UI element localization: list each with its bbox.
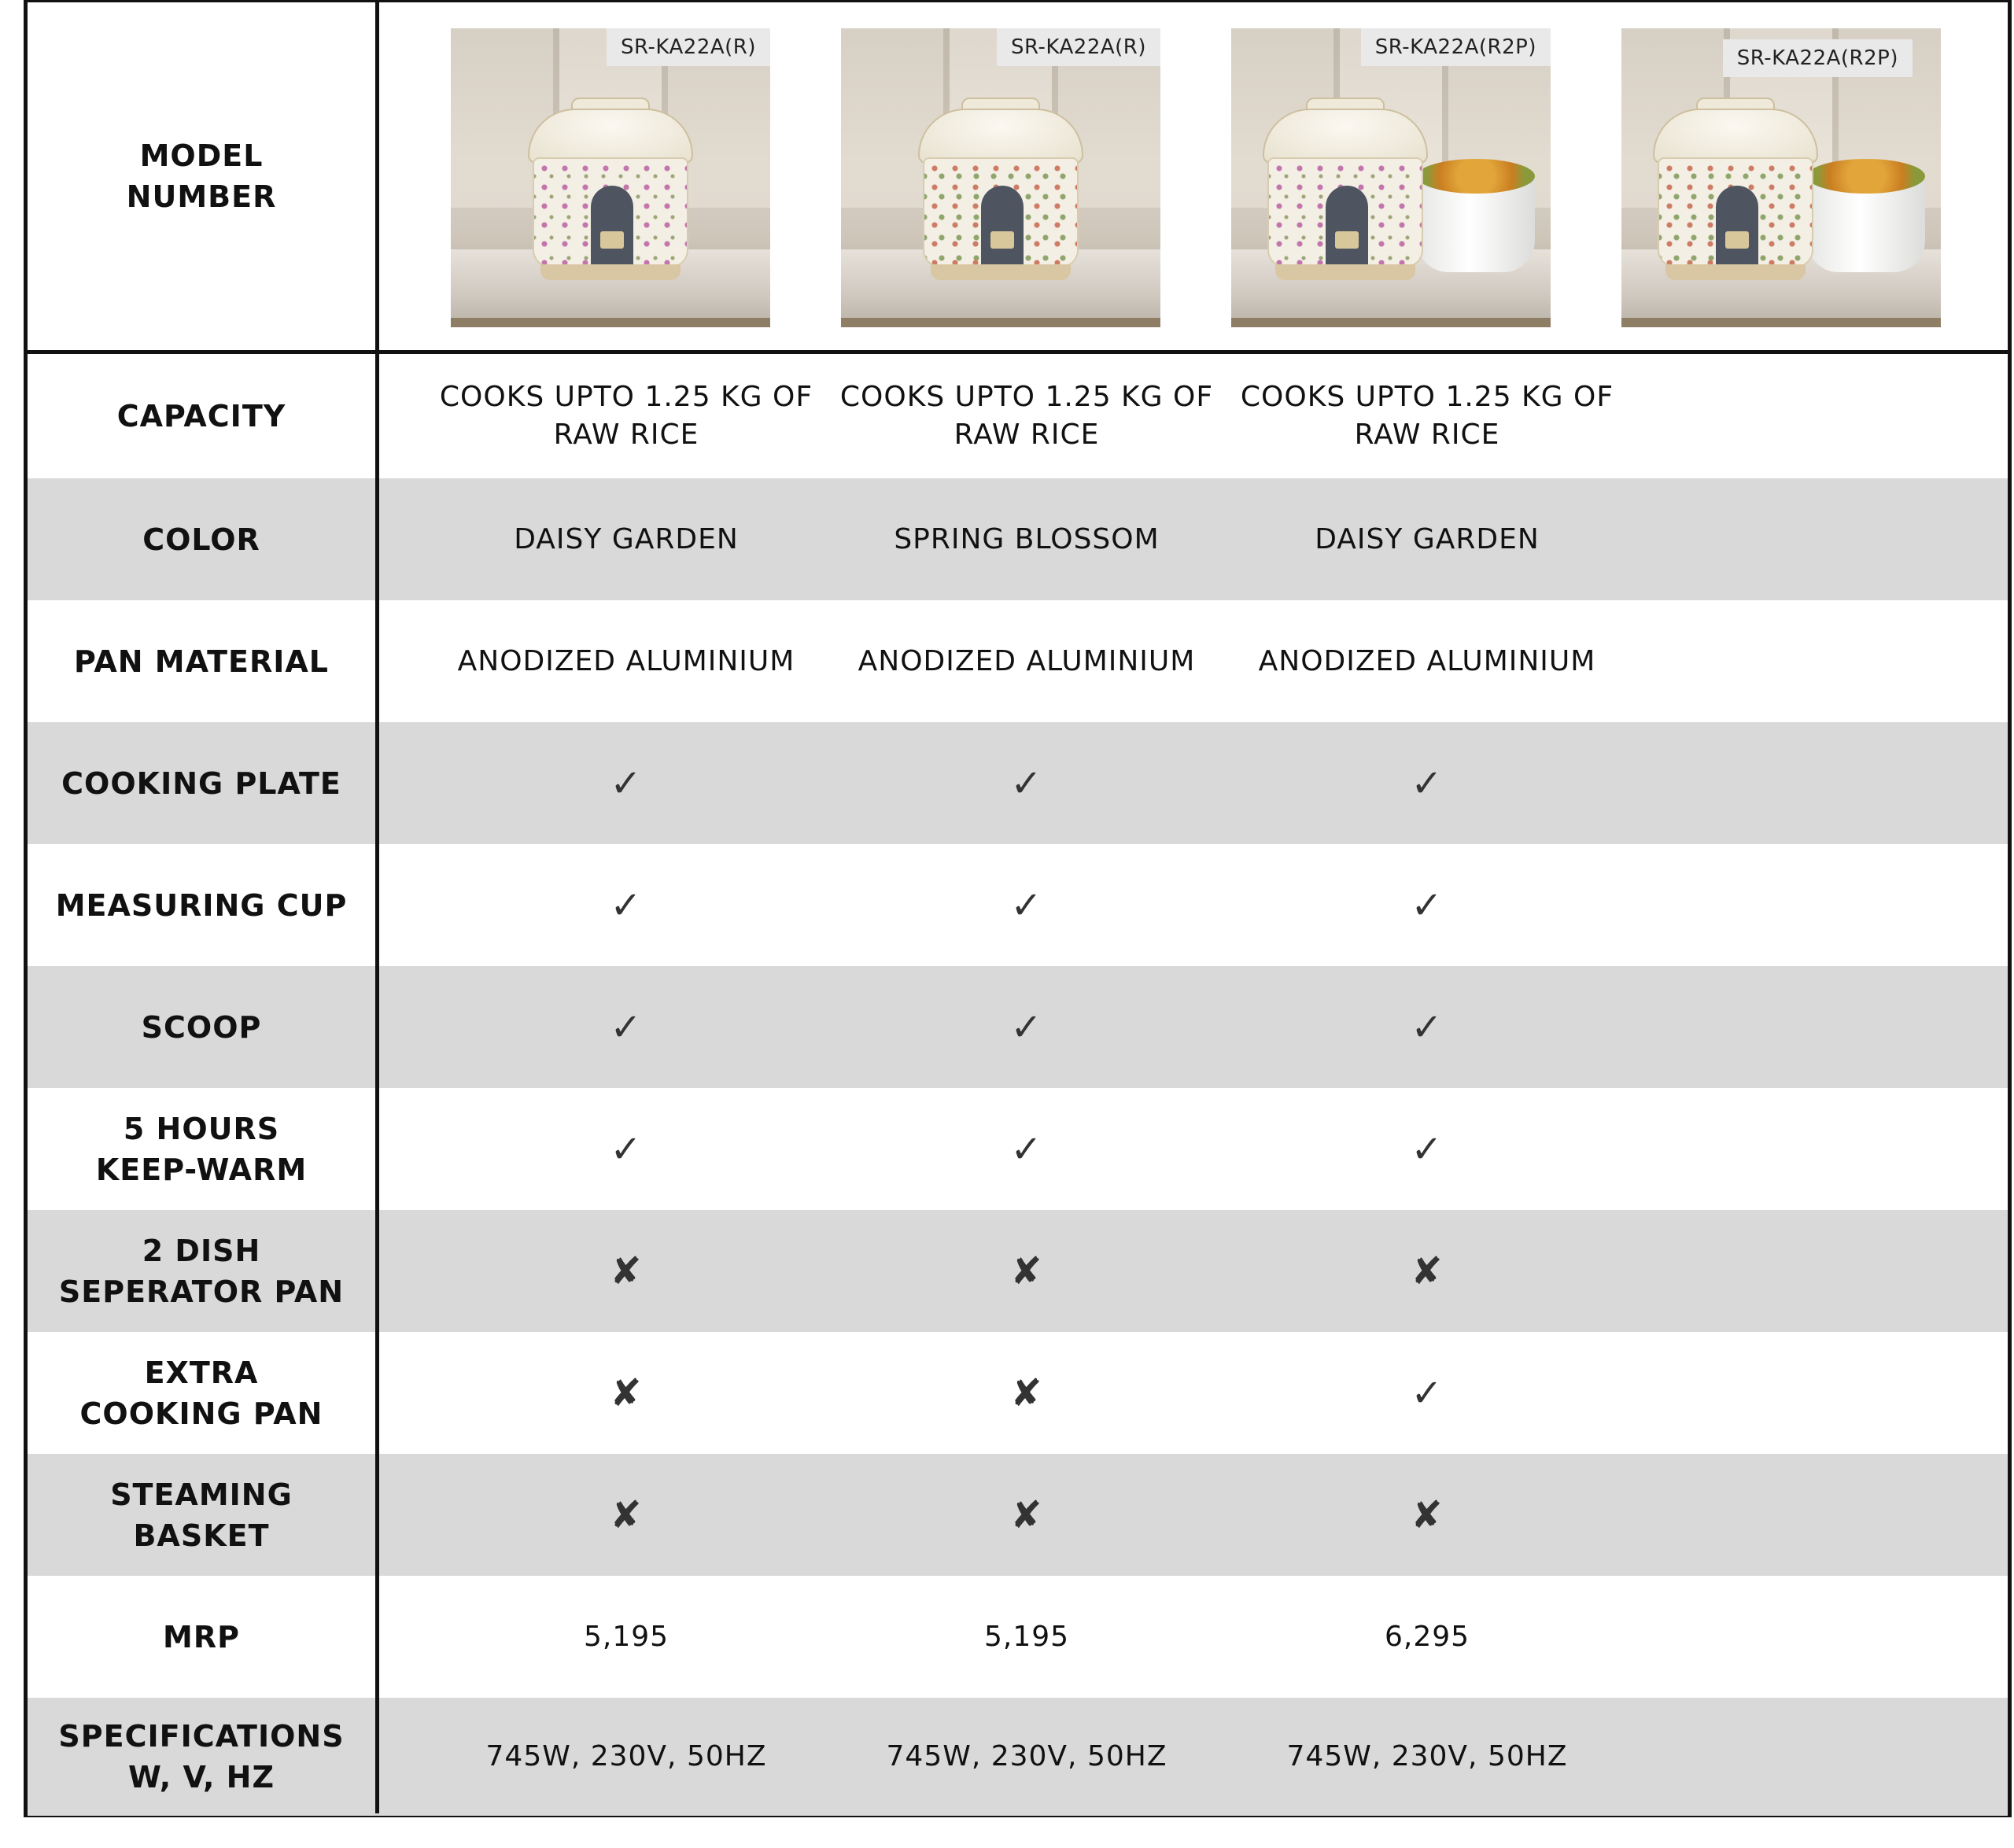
row-label: PAN MATERIAL: [74, 644, 329, 679]
check-icon: ✓: [1010, 1005, 1043, 1049]
spec-value: 745W, 230V, 50HZ: [1286, 1740, 1568, 1772]
cross-icon: ✘: [1010, 1492, 1043, 1537]
row-value: SPRING BLOSSOM: [894, 522, 1160, 555]
row-label: MRP: [163, 1619, 240, 1654]
row-value: COOKS UPTO 1.25 KG OF RAW RICE: [1240, 381, 1614, 451]
model-number-label: MODEL NUMBER: [126, 138, 277, 214]
row-value: ANODIZED ALUMINIUM: [1258, 644, 1596, 677]
cross-icon: ✘: [1010, 1370, 1043, 1415]
cross-icon: ✘: [1010, 1249, 1043, 1293]
model-tag: SR-KA22A(R): [607, 28, 770, 66]
spec-value: 745W, 230V, 50HZ: [886, 1740, 1167, 1772]
check-icon: ✓: [1010, 1127, 1043, 1171]
row-label: 2 DISH SEPERATOR PAN: [58, 1233, 345, 1309]
product-image-4: [1621, 28, 1941, 327]
row-label: COOKING PLATE: [61, 765, 341, 801]
check-icon: ✓: [610, 883, 643, 928]
product-image-1: [451, 28, 770, 327]
model-tag: SR-KA22A(R): [997, 28, 1160, 66]
table-row: [28, 1454, 2008, 1576]
row-label: MEASURING CUP: [55, 887, 348, 923]
check-icon: ✓: [610, 761, 643, 806]
row-label: STEAMING BASKET: [110, 1477, 293, 1553]
row-label: SPECIFICATIONS W, V, HZ: [58, 1719, 345, 1795]
check-icon: ✓: [1010, 761, 1043, 806]
table-row: [28, 966, 2008, 1088]
check-icon: ✓: [1010, 883, 1043, 928]
row-label: COLOR: [142, 522, 260, 557]
model-tag: SR-KA22A(R2P): [1361, 28, 1551, 66]
cross-icon: ✘: [610, 1492, 643, 1537]
table-row: [28, 354, 2008, 478]
model-tag: SR-KA22A(R2P): [1723, 39, 1913, 77]
check-icon: ✓: [1411, 1370, 1444, 1415]
column-divider: [375, 2, 379, 1813]
table-row: [28, 600, 2008, 722]
product-image-3: [1231, 28, 1551, 327]
row-value: ANODIZED ALUMINIUM: [457, 644, 795, 677]
table-row: [28, 1698, 2008, 1816]
cross-icon: ✘: [610, 1249, 643, 1293]
row-label: SCOOP: [141, 1009, 262, 1045]
row-label: CAPACITY: [116, 399, 286, 433]
check-icon: ✓: [610, 1005, 643, 1049]
row-value: COOKS UPTO 1.25 KG OF RAW RICE: [439, 381, 813, 451]
row-label: EXTRA COOKING PAN: [79, 1355, 323, 1431]
cross-icon: ✘: [1411, 1249, 1444, 1293]
check-icon: ✓: [1411, 1005, 1444, 1049]
comparison-table: [24, 0, 2012, 1817]
table-row: [28, 1210, 2008, 1332]
cross-icon: ✘: [610, 1370, 643, 1415]
table-row: [28, 478, 2008, 600]
price-value: 5,195: [583, 1620, 669, 1653]
spec-value: 745W, 230V, 50HZ: [485, 1740, 767, 1772]
row-value: COOKS UPTO 1.25 KG OF RAW RICE: [839, 381, 1214, 451]
price-value: 6,295: [1384, 1620, 1470, 1653]
table-row: [28, 722, 2008, 844]
check-icon: ✓: [1411, 883, 1444, 928]
row-label: 5 HOURS KEEP-WARM: [95, 1111, 308, 1187]
table-row: [28, 844, 2008, 966]
product-image-2: [841, 28, 1160, 327]
row-value: ANODIZED ALUMINIUM: [858, 644, 1196, 677]
table-row: [28, 1576, 2008, 1698]
table-row: [28, 1088, 2008, 1210]
cross-icon: ✘: [1411, 1492, 1444, 1537]
header-divider: [28, 350, 2008, 354]
check-icon: ✓: [610, 1127, 643, 1171]
check-icon: ✓: [1411, 1127, 1444, 1171]
header-row: [28, 2, 2008, 350]
row-value: DAISY GARDEN: [514, 522, 739, 555]
table-row: [28, 1332, 2008, 1454]
row-value: DAISY GARDEN: [1315, 522, 1540, 555]
price-value: 5,195: [983, 1620, 1070, 1653]
check-icon: ✓: [1411, 761, 1444, 806]
